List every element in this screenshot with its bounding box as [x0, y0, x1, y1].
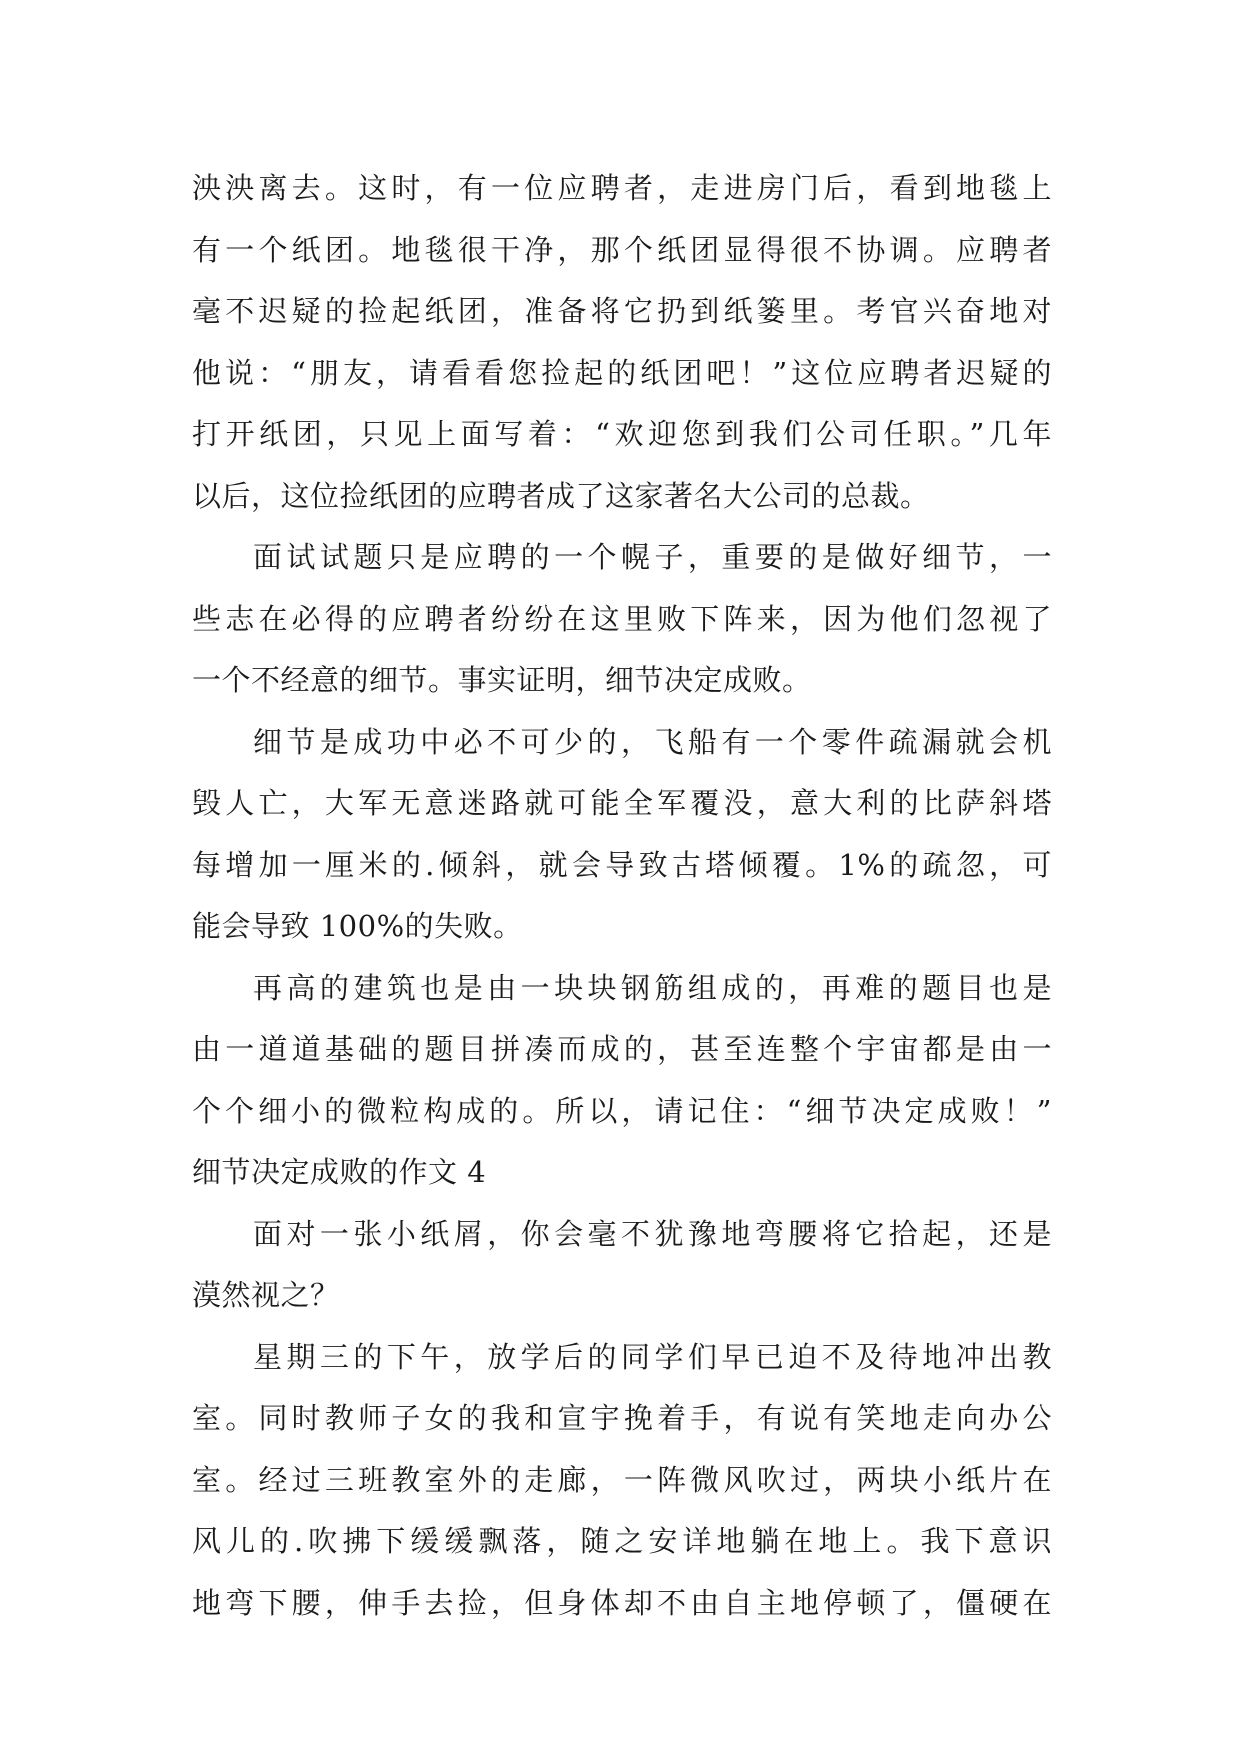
- text-line: 他说：“朋友，请看看您捡起的纸团吧！”这位应聘者迟疑的: [192, 355, 1052, 390]
- text-line: 有一个纸团。地毯很干净，那个纸团显得很不协调。应聘者: [192, 232, 1052, 267]
- text-line: 打开纸团，只见上面写着：“欢迎您到我们公司任职。”几年: [192, 417, 1052, 451]
- text-line: 每增加一厘米的.倾斜，就会导致古塔倾覆。1%的疏忽，可: [192, 847, 1052, 882]
- text-line: 星期三的下午，放学后的同学们早已迫不及待地冲出教: [253, 1339, 1052, 1374]
- text-line: 细节是成功中必不可少的，飞船有一个零件疏漏就会机: [253, 724, 1052, 759]
- text-line: 地弯下腰，伸手去捡，但身体却不由自主地停顿了，僵硬在: [192, 1585, 1052, 1620]
- text-line: 能会导致 100%的失败。: [192, 909, 523, 943]
- paragraph: [192, 712, 1052, 958]
- section-heading: [192, 1142, 1052, 1204]
- text-line: 室。同时教师子女的我和宣宇挽着手，有说有笑地走向办公: [192, 1401, 1052, 1435]
- text-line: 由一道道基础的题目拼凑而成的，甚至连整个宇宙都是由一: [192, 1032, 1052, 1066]
- text-line: 面对一张小纸屑，你会毫不犹豫地弯腰将它拾起，还是: [253, 1216, 1052, 1251]
- text-line: 漠然视之？: [192, 1278, 340, 1312]
- text-line: 以后，这位捡纸团的应聘者成了这家著名大公司的总裁。: [192, 478, 930, 513]
- paragraph: [192, 1327, 1052, 1635]
- paragraph: [192, 527, 1052, 712]
- text-line: 一个不经意的细节。事实证明，细节决定成败。: [192, 663, 812, 697]
- paragraph: [192, 958, 1052, 1143]
- section-title: 细节决定成败的作文 4: [192, 1155, 487, 1189]
- paragraph: [192, 158, 1052, 527]
- text-line: 毁人亡，大军无意迷路就可能全军覆没，意大利的比萨斜塔: [192, 786, 1052, 820]
- text-line: 再高的建筑也是由一块块钢筋组成的，再难的题目也是: [253, 970, 1052, 1005]
- text-line: 风儿的.吹拂下缓缓飘落，随之安详地躺在地上。我下意识: [192, 1524, 1052, 1558]
- paragraph: [192, 1204, 1052, 1327]
- text-line: 室。经过三班教室外的走廊，一阵微风吹过，两块小纸片在: [192, 1462, 1052, 1497]
- document-body: [192, 158, 1052, 1634]
- text-line: 些志在必得的应聘者纷纷在这里败下阵来，因为他们忽视了: [192, 601, 1052, 636]
- text-line: 泱泱离去。这时，有一位应聘者，走进房门后，看到地毯上: [192, 171, 1052, 205]
- text-line: 面试试题只是应聘的一个幌子，重要的是做好细节，一: [253, 540, 1052, 574]
- text-line: 个个细小的微粒构成的。所以，请记住：“细节决定成败！”: [192, 1093, 1052, 1128]
- text-line: 毫不迟疑的捡起纸团，准备将它扔到纸篓里。考官兴奋地对: [192, 294, 1052, 328]
